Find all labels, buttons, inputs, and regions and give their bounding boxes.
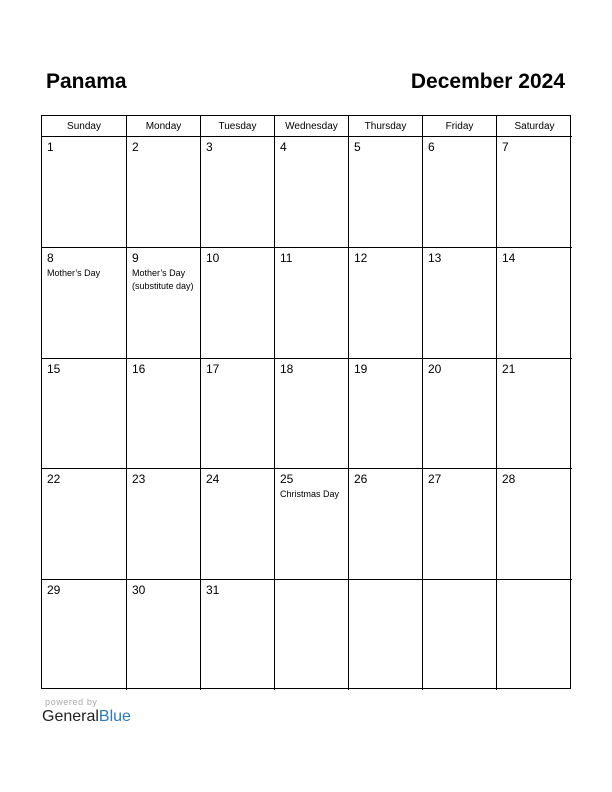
day-number: 19 (354, 362, 368, 376)
day-cell (275, 469, 349, 580)
day-number: 22 (47, 472, 61, 486)
empty-day-cell (423, 580, 497, 690)
day-number: 20 (428, 362, 442, 376)
day-number: 28 (502, 472, 516, 486)
empty-day-cell (275, 580, 349, 690)
weekday-header: Thursday (349, 116, 423, 137)
day-cell (497, 248, 572, 359)
month-year-title: December 2024 (410, 70, 565, 93)
day-number: 24 (206, 472, 220, 486)
day-number: 9 (132, 251, 139, 265)
day-number: 23 (132, 472, 146, 486)
day-cell (497, 469, 572, 580)
day-number: 6 (428, 140, 435, 154)
day-cell (127, 580, 201, 690)
day-cell (127, 359, 201, 469)
day-cell (275, 248, 349, 359)
day-number: 5 (354, 140, 361, 154)
day-cell (349, 469, 423, 580)
day-number: 7 (502, 140, 509, 154)
logo-part-blue: Blue (98, 708, 131, 725)
day-cell (497, 359, 572, 469)
day-cell (201, 248, 275, 359)
day-cell (42, 580, 127, 690)
holiday-label: Mother’s Day (substitute day) (132, 268, 194, 291)
day-number: 4 (280, 140, 287, 154)
weekday-header: Friday (423, 116, 497, 137)
day-cell (349, 248, 423, 359)
day-cell (497, 137, 572, 248)
day-cell (201, 580, 275, 690)
day-number: 16 (132, 362, 146, 376)
day-cell (42, 359, 127, 469)
day-cell (423, 137, 497, 248)
weekday-header: Sunday (42, 116, 127, 137)
day-cell (42, 137, 127, 248)
day-cell (201, 359, 275, 469)
day-cell (423, 469, 497, 580)
weekday-header: Monday (127, 116, 201, 137)
day-cell (349, 137, 423, 248)
day-cell (42, 248, 127, 359)
day-number: 14 (502, 251, 516, 265)
day-number: 21 (502, 362, 516, 376)
day-number: 1 (47, 140, 54, 154)
day-cell (127, 248, 201, 359)
powered-by-text: powered by (45, 697, 98, 707)
day-cell (127, 469, 201, 580)
day-number: 17 (206, 362, 220, 376)
day-cell (201, 469, 275, 580)
day-number: 2 (132, 140, 139, 154)
day-number: 25 (280, 472, 294, 486)
weekday-header: Tuesday (201, 116, 275, 137)
generalblue-logo[interactable] (42, 708, 131, 726)
logo-part-general: General (42, 708, 99, 725)
day-number: 12 (354, 251, 368, 265)
day-cell (42, 469, 127, 580)
day-number: 31 (206, 583, 220, 597)
country-title: Panama (46, 70, 127, 93)
day-number: 18 (280, 362, 294, 376)
day-cell (127, 137, 201, 248)
day-number: 13 (428, 251, 442, 265)
day-number: 11 (280, 251, 293, 265)
day-number: 10 (206, 251, 220, 265)
weekday-header: Wednesday (275, 116, 349, 137)
weekday-header: Saturday (497, 116, 572, 137)
day-cell (423, 248, 497, 359)
holiday-label: Mother’s Day (47, 268, 101, 278)
day-cell (349, 359, 423, 469)
day-number: 3 (206, 140, 213, 154)
day-number: 26 (354, 472, 368, 486)
day-number: 27 (428, 472, 442, 486)
day-number: 8 (47, 251, 54, 265)
empty-day-cell (349, 580, 423, 690)
empty-day-cell (497, 580, 572, 690)
day-number: 15 (47, 362, 61, 376)
day-cell (275, 137, 349, 248)
calendar-grid (41, 115, 571, 689)
day-cell (275, 359, 349, 469)
day-cell (201, 137, 275, 248)
day-cell (423, 359, 497, 469)
day-number: 30 (132, 583, 146, 597)
holiday-label: Christmas Day (280, 489, 340, 499)
day-number: 29 (47, 583, 61, 597)
